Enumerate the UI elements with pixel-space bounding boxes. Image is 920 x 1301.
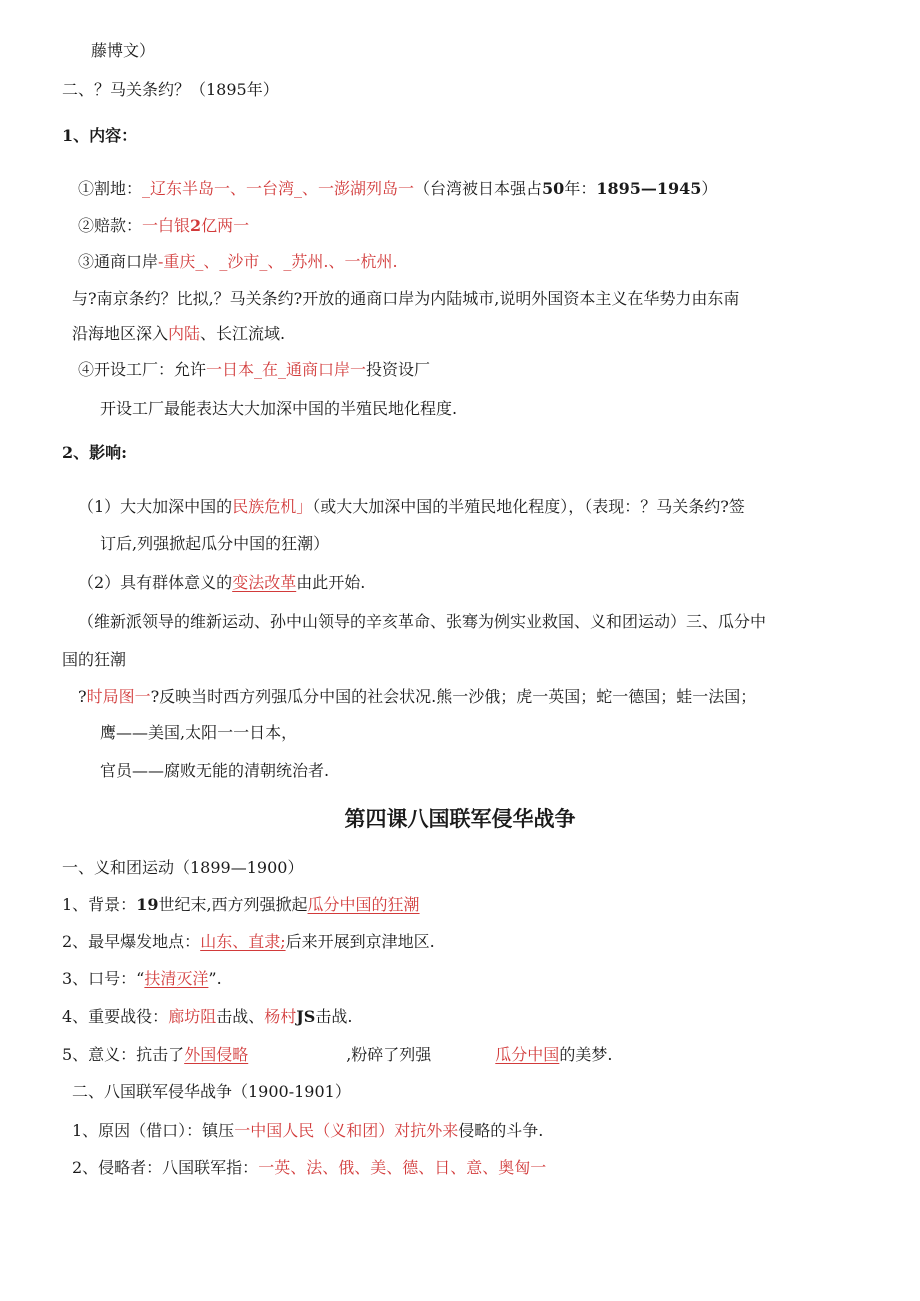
- highlight-text: -重庆_、_沙市_、_苏州.、一杭州.: [158, 252, 398, 271]
- highlight-text: 杨村: [264, 1007, 297, 1026]
- highlight-text: 亿两一: [201, 216, 250, 235]
- text-line: ②赔款：一白银2亿两一: [78, 216, 250, 235]
- text-line: 5、意义：抗击了外国侵略 ,粉碎了列强 瓜分中国的美梦.: [62, 1045, 613, 1064]
- highlight-text: _辽东半岛一、一台湾_、一澎湖列岛一: [142, 179, 415, 198]
- text-line: ④开设工厂：允许一日本_在_通商口岸一投资设厂: [78, 360, 431, 379]
- highlight-text: 扶清灭洋: [144, 969, 209, 988]
- highlight-text: 时局图一: [86, 687, 151, 706]
- text-line: 沿海地区深入内陆、长江流域.: [72, 324, 286, 343]
- text-line: 与?南京条约？比拟,？马关条约?开放的通商口岸为内陆城市,说明外国资本主义在华势力由东南: [72, 289, 740, 308]
- highlight-text: 民族危机」: [232, 497, 313, 516]
- text-line: （维新派领导的维新运动、孙中山领导的辛亥革命、张骞为例实业救国、义和团运动）三、瓜分中: [78, 612, 767, 631]
- text-line: 藤博文）: [91, 41, 156, 60]
- subsection-heading: 1、内容：: [62, 126, 138, 145]
- highlight-text: 一英、法、俄、美、德、日、意、奥匈一: [258, 1158, 547, 1177]
- text-line: 订后,列强掀起瓜分中国的狂潮）: [100, 534, 330, 553]
- text-line: ①割地：_辽东半岛一、一台湾_、一澎湖列岛一（台湾被日本强占50年：1895—1945）: [78, 179, 718, 198]
- text-line: 开设工厂最能表达大大加深中国的半殖民地化程度.: [100, 399, 458, 418]
- text-line: 1、背景：19世纪末,西方列强掀起瓜分中国的狂潮: [62, 895, 420, 914]
- highlight-text: 山东、直隶;: [200, 932, 286, 951]
- section-heading: 一、义和团运动（1899—1900）: [62, 858, 304, 877]
- section-heading: 二、？马关条约？（1895年）: [62, 80, 279, 99]
- highlight-text: 内陆: [168, 324, 201, 343]
- text-line: （2）具有群体意义的变法改革由此开始.: [78, 573, 366, 592]
- text-line: 3、口号：“扶清灭洋”.: [62, 969, 222, 988]
- text-line: 鹰——美国,太阳一一日本，: [100, 723, 298, 742]
- lesson-title: 第四课八国联军侵华战争: [344, 807, 576, 831]
- subsection-heading: 2、影响:: [62, 443, 128, 462]
- text-line: 2、侵略者：八国联军指：一英、法、俄、美、德、日、意、奥匈一: [72, 1158, 547, 1177]
- text-line: （1）大大加深中国的民族危机」（或大大加深中国的半殖民地化程度），（表现：？马关条约?签: [78, 497, 745, 516]
- highlight-text: 一中国人民（义和团）对抗外来: [234, 1121, 459, 1140]
- highlight-text: 一日本_在_通商口岸一: [206, 360, 367, 379]
- highlight-text: 瓜分中国: [495, 1045, 560, 1064]
- highlight-text: 一白银: [142, 216, 191, 235]
- text-line: 2、最早爆发地点：山东、直隶;后来开展到京津地区.: [62, 932, 435, 951]
- highlight-text: 廊坊阻: [168, 1007, 217, 1026]
- highlight-text: 外国侵略: [184, 1045, 249, 1064]
- highlight-text: 变法改革: [232, 573, 297, 592]
- highlight-text: 瓜分中国的狂潮: [307, 895, 420, 914]
- text-line: ③通商口岸-重庆_、_沙市_、_苏州.、一杭州.: [78, 252, 398, 271]
- section-heading: 二、八国联军侵华战争（1900-1901）: [72, 1082, 351, 1101]
- text-line: ?时局图一?反映当时西方列强瓜分中国的社会状况.熊一沙俄；虎一英国；蛇一德国；蛙一法国；: [78, 687, 757, 706]
- text-line: 4、重要战役：廊坊阻击战、杨村JS击战.: [62, 1007, 353, 1026]
- text-line: 国的狂潮: [62, 650, 127, 669]
- text-line: 1、原因（借口）：镇压一中国人民（义和团）对抗外来侵略的斗争.: [72, 1121, 544, 1140]
- text-line: 官员——腐败无能的清朝统治者.: [100, 761, 330, 780]
- highlight-text: 2: [190, 216, 202, 235]
